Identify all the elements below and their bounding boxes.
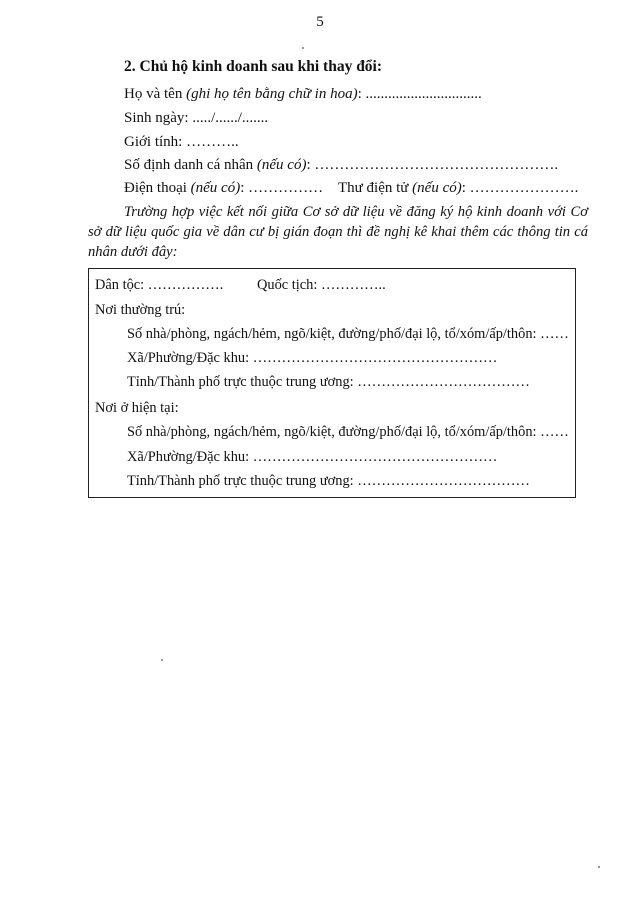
scan-speck [161,659,163,661]
dob-line: Sinh ngày: ...../....../....... [124,110,269,126]
section-heading: 2. Chủ hộ kinh doanh sau khi thay đổi: [124,58,383,75]
current-street-field: Số nhà/phòng, ngách/hẻm, ngõ/kiệt, đường/phố/đại lộ, tổ/xóm/ấp/thôn: …… [127,424,569,440]
current-residence-label: Nơi ở hiện tại: [95,400,179,416]
phone-label: Điện thoại [124,180,191,196]
email-label: Thư điện tử [338,180,413,196]
email-hint: (nếu có) [412,180,462,196]
phone-fill: : …………… [240,180,324,196]
full-name-label: Họ và tên [124,86,187,102]
personal-id-line [124,157,558,174]
scan-speck [598,866,600,868]
email-line [338,180,578,197]
ethnicity-field: Dân tộc: ……………. [95,277,224,293]
page-number: 5 [316,14,324,30]
personal-id-fill: : …………………………………………. [306,157,559,173]
permanent-ward-field: Xã/Phường/Đặc khu: …………………………………………… [127,350,498,366]
permanent-residence-label: Nơi thường trú: [95,302,186,318]
personal-id-hint: (nếu có) [256,157,307,173]
current-province-field: Tỉnh/Thành phố trực thuộc trung ương: ……………………………… [127,473,530,489]
permanent-street-field: Số nhà/phòng, ngách/hẻm, ngõ/kiệt, đường/phố/đại lộ, tổ/xóm/ấp/thôn: …… [127,326,569,342]
gender-line: Giới tính: ……….. [124,134,239,150]
phone-hint: (nếu có) [190,180,241,196]
personal-info-box [88,268,576,498]
nationality-field: Quốc tịch: ………….. [257,277,386,293]
phone-line [124,180,323,197]
current-ward-field: Xã/Phường/Đặc khu: …………………………………………… [127,449,498,465]
full-name-fill: : ............................... [357,86,482,102]
full-name-line [124,86,482,103]
note-paragraph: Trường hợp việc kết nối giữa Cơ sở dữ liệu về đăng ký hộ kinh doanh với Cơ sở dữ liệu quốc gia về dân cư bị gián đoạn thì đề nghị kê khai thêm các thông tin cá nhân dưới đây: [88,204,588,260]
full-name-hint: (ghi họ tên bằng chữ in hoa) [186,86,358,102]
permanent-province-field: Tỉnh/Thành phố trực thuộc trung ương: ……………………………… [127,374,530,390]
email-fill: : …………………. [461,180,579,196]
scan-speck [302,47,304,49]
personal-id-label: Số định danh cá nhân [124,157,257,173]
